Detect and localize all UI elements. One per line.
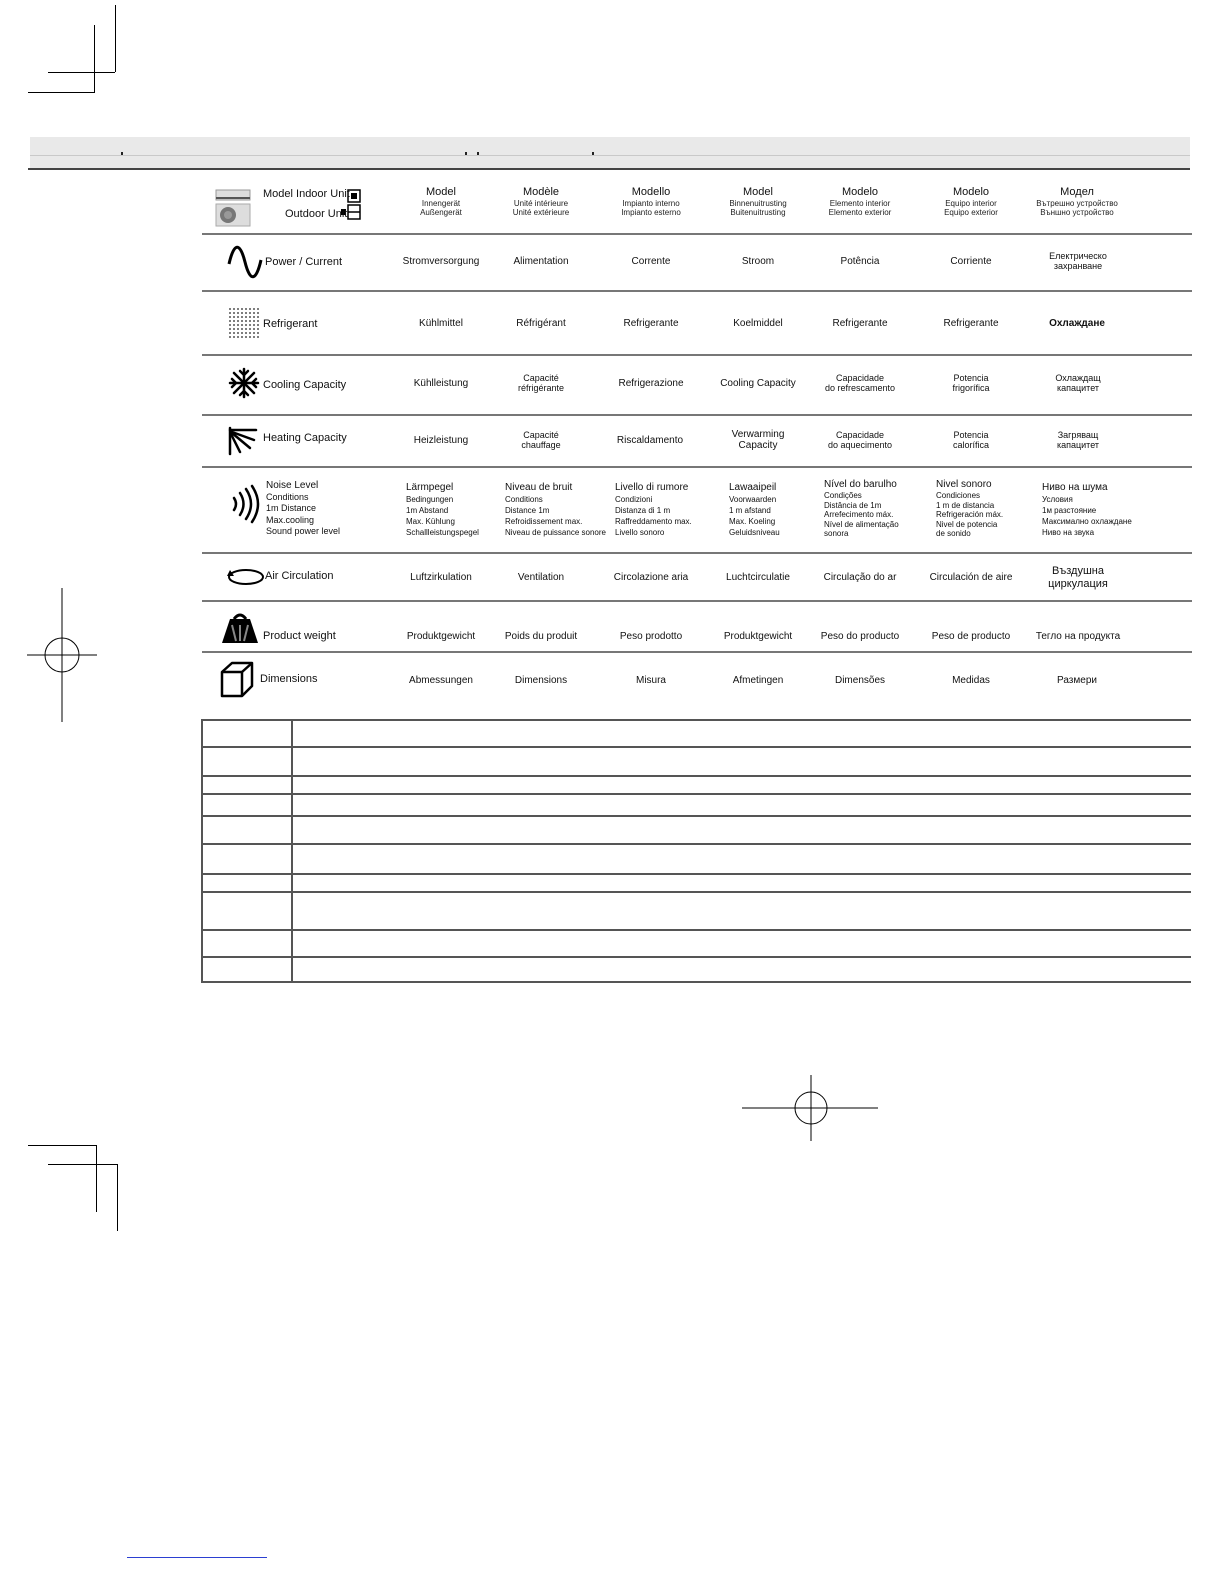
weight-es: Peso de producto bbox=[931, 631, 1011, 642]
weight-pt: Peso do producto bbox=[820, 631, 900, 642]
spec-table-row bbox=[203, 815, 1191, 817]
registration-mark-bottom bbox=[742, 1075, 878, 1141]
cooling-it: Refrigerazione bbox=[618, 378, 684, 389]
noise-it: Livello di rumore Condizioni Distanza di 1 m Raffreddamento max. Livello sonoro bbox=[615, 482, 692, 537]
model-de: Model Innengerät Außengerät bbox=[420, 186, 462, 217]
cooling-fr: Capacité réfrigérante bbox=[517, 373, 565, 393]
weight-label: Product weight bbox=[263, 630, 336, 642]
weight-bg: Тегло на продукта bbox=[1035, 631, 1121, 642]
dimensions-label: Dimensions bbox=[260, 673, 318, 685]
air-label: Air Circulation bbox=[265, 570, 334, 582]
spec-table-row bbox=[203, 891, 1191, 893]
cube-icon bbox=[218, 660, 256, 700]
heating-rays-icon bbox=[226, 424, 260, 458]
power-nl: Stroom bbox=[741, 256, 775, 267]
weight-fr: Poids du produit bbox=[504, 631, 578, 642]
refrigerant-fr: Réfrigérant bbox=[516, 318, 566, 329]
dimensions-bg: Размери bbox=[1057, 675, 1097, 686]
model-bg: Модел Вътрешно устройство Външно устройство bbox=[1036, 186, 1118, 217]
model-pt: Modelo Elemento interior Elemento exterior bbox=[828, 186, 892, 217]
dimensions-it: Misura bbox=[635, 675, 667, 686]
spec-table-column-divider bbox=[291, 721, 293, 981]
power-pt: Potência bbox=[840, 256, 880, 267]
registration-mark-left bbox=[27, 588, 97, 722]
noise-fr: Niveau de bruit Conditions Distance 1m Refroidissement max. Niveau de puissance sonore bbox=[505, 482, 606, 537]
spec-table-row bbox=[203, 746, 1191, 748]
power-es: Corriente bbox=[950, 256, 992, 267]
air-conditioner-icon bbox=[214, 188, 252, 228]
row-divider bbox=[202, 354, 1192, 356]
power-fr: Alimentation bbox=[513, 256, 569, 267]
dimensions-fr: Dimensions bbox=[514, 675, 568, 686]
air-bg: Въздушна циркулация bbox=[1048, 565, 1108, 590]
power-it: Corrente bbox=[631, 256, 671, 267]
crop-mark-bottom-h2 bbox=[48, 1164, 117, 1165]
dimensions-nl: Afmetingen bbox=[732, 675, 784, 686]
cooling-pt: Capacidade do refrescamento bbox=[824, 373, 896, 393]
power-label: Power / Current bbox=[265, 256, 343, 268]
power-bg: Електрическо захранване bbox=[1049, 251, 1107, 271]
spec-table-row bbox=[203, 929, 1191, 931]
noise-nl: Lawaaipeil Voorwaarden 1 m afstand Max. Koeling Geluidsniveau bbox=[729, 482, 780, 537]
spec-table-row bbox=[203, 793, 1191, 795]
model-label bbox=[263, 188, 350, 221]
model-fr: Modèle Unité intérieure Unité extérieure bbox=[512, 186, 570, 217]
refrigerant-es: Refrigerante bbox=[943, 318, 999, 329]
refrigerant-nl: Koelmiddel bbox=[733, 318, 783, 329]
noise-pt: Nível do barulho Condições Distância de 1m Arrefecimento máx. Nível de alimentação sonora bbox=[824, 479, 899, 538]
row-divider bbox=[202, 290, 1192, 292]
model-indoor-label: Model Indoor Unit bbox=[263, 188, 350, 200]
crop-mark-bottom-v1 bbox=[96, 1145, 97, 1212]
row-divider bbox=[202, 466, 1192, 468]
heating-de: Heizleistung bbox=[413, 435, 469, 446]
model-outdoor-label: Outdoor Unit bbox=[285, 208, 348, 220]
heating-es: Potencia calorífica bbox=[952, 430, 990, 450]
air-nl: Luchtcirculatie bbox=[726, 572, 790, 583]
weight-nl: Produktgewicht bbox=[723, 631, 793, 642]
spec-table-row bbox=[203, 775, 1191, 777]
air-pt: Circulação do ar bbox=[823, 572, 897, 583]
crop-mark-top-v2 bbox=[94, 25, 95, 92]
weight-it: Peso prodotto bbox=[619, 631, 683, 642]
refrigerant-dots-icon bbox=[228, 307, 260, 341]
model-nl: Model Binnenuitrusting Buitenuitrusting bbox=[729, 186, 787, 217]
spec-table-row bbox=[203, 873, 1191, 875]
noise-de: Lärmpegel Bedingungen 1m Abstand Max. Kühlung Schallleistungspegel bbox=[406, 482, 479, 537]
refrigerant-pt: Refrigerante bbox=[832, 318, 888, 329]
sine-wave-icon bbox=[226, 244, 264, 280]
air-it: Circolazione aria bbox=[613, 572, 689, 583]
spec-table bbox=[201, 719, 1191, 983]
heating-label: Heating Capacity bbox=[263, 432, 347, 444]
crop-mark-bottom-h1 bbox=[28, 1145, 96, 1146]
weight-icon bbox=[220, 613, 260, 645]
crop-mark-top-v1 bbox=[115, 5, 116, 72]
noise-label: Noise Level Conditions 1m Distance Max.cooling Sound power level bbox=[266, 480, 341, 536]
crop-mark-top-h1 bbox=[48, 72, 115, 73]
cooling-bg: Охлаждащ капацитет bbox=[1055, 373, 1101, 393]
crop-mark-bottom-v2 bbox=[117, 1164, 118, 1231]
crop-mark-top-h2 bbox=[28, 92, 95, 93]
air-es: Circulación de aire bbox=[929, 572, 1013, 583]
row-divider bbox=[202, 552, 1192, 554]
air-circulation-icon bbox=[226, 566, 266, 588]
heating-bg: Загряващ капацитет bbox=[1056, 430, 1100, 450]
cooling-label: Cooling Capacity bbox=[263, 379, 347, 391]
model-it: Modello Impianto interno Impianto esterno bbox=[621, 186, 681, 217]
spec-table-row bbox=[203, 956, 1191, 958]
header-rule bbox=[28, 168, 1190, 170]
heating-it: Riscaldamento bbox=[616, 435, 684, 446]
dimensions-pt: Dimensões bbox=[834, 675, 886, 686]
air-fr: Ventilation bbox=[517, 572, 565, 583]
heating-fr: Capacité chauffage bbox=[521, 430, 561, 450]
dimensions-es: Medidas bbox=[952, 675, 990, 686]
refrigerant-label: Refrigerant bbox=[263, 318, 318, 330]
cooling-nl: Cooling Capacity bbox=[720, 378, 796, 389]
sound-waves-icon bbox=[228, 484, 262, 524]
noise-es: Nivel sonoro Condiciones 1 m de distancia Refrigeración máx. Nivel de potencia de sonido bbox=[936, 479, 1004, 538]
row-divider bbox=[202, 651, 1192, 653]
spec-table-row bbox=[203, 843, 1191, 845]
power-de: Stromversorgung bbox=[402, 256, 480, 267]
heating-pt: Capacidade do aquecimento bbox=[827, 430, 893, 450]
refrigerant-it: Refrigerante bbox=[623, 318, 679, 329]
noise-bg: Ниво на шума Условия 1м разстояние Максимално охлаждане Ниво на звука bbox=[1042, 482, 1132, 537]
header-band bbox=[30, 137, 1190, 169]
cooling-de: Kühlleistung bbox=[413, 378, 469, 389]
weight-de: Produktgewicht bbox=[406, 631, 476, 642]
dimensions-de: Abmessungen bbox=[409, 675, 473, 686]
row-divider bbox=[202, 600, 1192, 602]
cooling-es: Potencia frigorífica bbox=[952, 373, 990, 393]
row-divider bbox=[202, 414, 1192, 416]
heating-nl: Verwarming Capacity bbox=[731, 429, 785, 451]
snowflake-icon bbox=[228, 367, 260, 399]
model-es: Modelo Equipo interior Equipo exterior bbox=[944, 186, 998, 217]
footer-link-underline[interactable] bbox=[127, 1557, 267, 1558]
air-de: Luftzirkulation bbox=[410, 572, 472, 583]
row-divider bbox=[202, 233, 1192, 235]
refrigerant-bg: Охлаждане bbox=[1049, 318, 1105, 329]
refrigerant-de: Kühlmittel bbox=[419, 318, 463, 329]
